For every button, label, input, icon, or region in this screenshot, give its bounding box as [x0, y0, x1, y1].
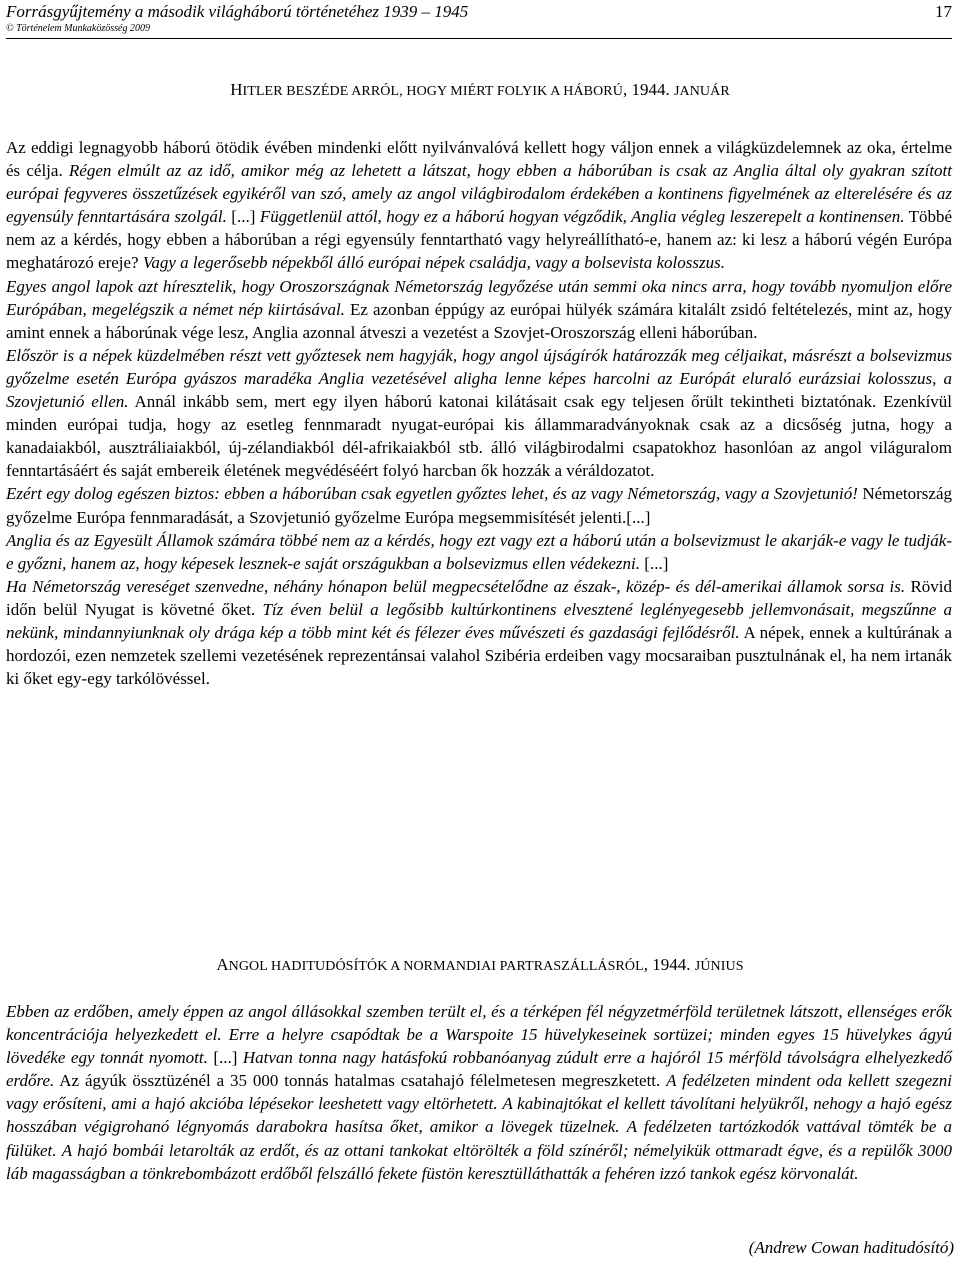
paragraph: Az eddigi legnagyobb háború ötödik évében mindenki előtt nyilvánvalóvá kellett hogy váljon ennek a világküzdelemnek az oka, értelme és célja. Régen elmúlt az az idő, amikor még az lehetett a látszat, hogy ebben a háborúban is csak az Anglia által oly gyakran szított európai fegyveres összetűzések egyikéről van szó, amely az angol világbirodalom érdekében a kontinens figyelmének az elterelésére és az egyensúly fenntartására szolgál. [...] Függetlenül attól, hogy ez a háború hogyan végződik, Anglia végleg leszerepelt a kontinensen. Többé nem az a kérdés, hogy ebben a háborúban a régi egyensúly fenntartható vagy helyreállítható-e, hanem az: ki lesz a háború végén Európa meghatározó ereje? Vagy a legerősebb népekből álló európai népek családja, vagy a bolsevista kolosszus.	[6, 138, 953, 273]
page-number: 17	[935, 2, 952, 21]
section-body-normandy	[6, 1000, 952, 1185]
paragraph: Egyes angol lapok azt híresztelik, hogy Oroszországnak Németország legyőzése után semmi oka nincs arra, hogy tovább nyomuljon előre Európában, megelégszik a német nép kiirtásával. Ez azonban éppúgy az európai hülyék számára kitalált zsidó feltételezés, mint az, hogy amint ennek a háborúnak vége lesz, Anglia azonnal átveszi a vezetést a Szovjet-Oroszország elleni háborúban.	[6, 276, 953, 342]
paragraph: Ezért egy dolog egészen biztos: ebben a háborúban csak egyetlen győztes lehet, és az vagy Németország, vagy a Szovjetunió! Németország győzelme Európa fennmaradását, a Szovjetunió győzelme Európa megsemmisítését jelenti.[...]	[6, 484, 952, 527]
paragraph: Ha Németország vereséget szenvedne, néhány hónapon belül megpecsételődne az észak-, közép- és dél-amerikai államok sorsa is. Rövid időn belül Nyugat is követné őket. Tíz éven belül a legősibb kultúrkontinens elvesztené leglényegesebb jellemvonásait, megszűnne a nekünk, mindannyiunknak oly drága kép a több mint két és félezer éves művészeti és gazdasági fejlődésről. A népek, ennek a kultúrának a hordozói, ezen nemzetek szellemi vezetésének reprezentánsai valahol Szibéria erdeiben vagy mocsaraiban pusztulnának el, ha nem irtanák ki őket egy-egy tarkólövéssel.	[6, 576, 953, 689]
paragraph: Anglia és az Egyesült Államok számára többé nem az a kérdés, hogy ezt vagy ezt a háború után a bolsevizmust le akarják-e vagy le tudják-e győzni, hanem az, hogy képesek lesznek-e saját országukban a bolsevizmus ellen védekezni. [...]	[6, 530, 952, 573]
section-body-hitler	[6, 136, 952, 690]
signature: (Andrew Cowan haditudósító)	[748, 1238, 954, 1257]
paragraph: Először is a népek küzdelmében részt vett győztesek nem hagyják, hogy angol újságírók határozzák meg céljaikat, másrészt a bolsevizmus győzelme esetén Európa gyászos maradéka Anglia vezetésével aligha lenne képes harcolni az Európát eluraló eurázsiai kolosszus, a Szovjetunió ellen. Annál inkább sem, mert egy ilyen háború katonai kilátásait csak egy teljesen őrült tekintheti biztatónak. Ezenkívül minden európai tudja, hogy az esetleg fennmaradt nyugat-európai kis állammaradványoknak csak az a dicsőség jutna, hogy a kanadaiakból, ausztráliaiakból, új-zélandiakból dél-afrikaiakból stb. álló világbirodalmi csapatokhoz hasonlóan az angol világuralom fenntartásáért és saját embereik életének megvédéséért folyó harcban ők hozzák a véráldozatot.	[6, 345, 953, 481]
paragraph: Ebben az erdőben, amely éppen az angol állásokkal szemben terült el, és a térképen fél négyzetmérföld területnek látszott, ellenséges erők koncentrációja helyezkedett el. Erre a helyre csapódtak be a Warspoite 15 hüvelykeseinek sortüzei; minden egyes 15 hüvelykes ágyú lövedéke egy tonnát nyomott. [...] Hatvan tonna nagy hatásfokú robbanóanyag zúdult erre a hajóról 15 mérföld távolságra elhelyezkedő erdőre. Az ágyúk össztüzénél a 35 000 tonnás hatalmas csatahajó félelmetesen megreszketett. A fedélzeten mindent oda kellett szegezni vagy erősíteni, ami a hajó akcióba lépésekor leeshetett vagy eltörhetett. A kabinajtókat el kellett távolítani helyükről, nehogy a hajó egész hosszában végigrohanó légnyomás darabokra hasítsa őket, amikor a lövegek tüzelnek. A fedélzeten tartózkodók vattával tömték be a fülüket. A hajó bombái letarolták az erdőt, és az ottani tankokat eltörölték a föld színéről; némelyikük ottmaradt égve, és a repülők 3000 láb magasságban a tönkrebombázott erdőből felszálló fekete füstön keresztülláthatták a fehéren izzó tankok egész körvonalát.	[6, 1002, 953, 1183]
document-title: Forrásgyűjtemény a második világháború történetéhez 1939 – 1945	[6, 2, 469, 21]
page-header	[6, 2, 952, 39]
copyright-note: © Történelem Munkaközösség 2009	[6, 23, 150, 34]
section-heading-normandy: ANGOL HADITUDÓSÍTÓK A NORMANDIAI PARTRASZÁLLÁSRÓL, 1944. JÚNIUS	[216, 955, 744, 974]
section-heading-hitler: HITLER BESZÉDE ARRÓL, HOGY MIÉRT FOLYIK A HÁBORÚ, 1944. JANUÁR	[230, 80, 730, 99]
